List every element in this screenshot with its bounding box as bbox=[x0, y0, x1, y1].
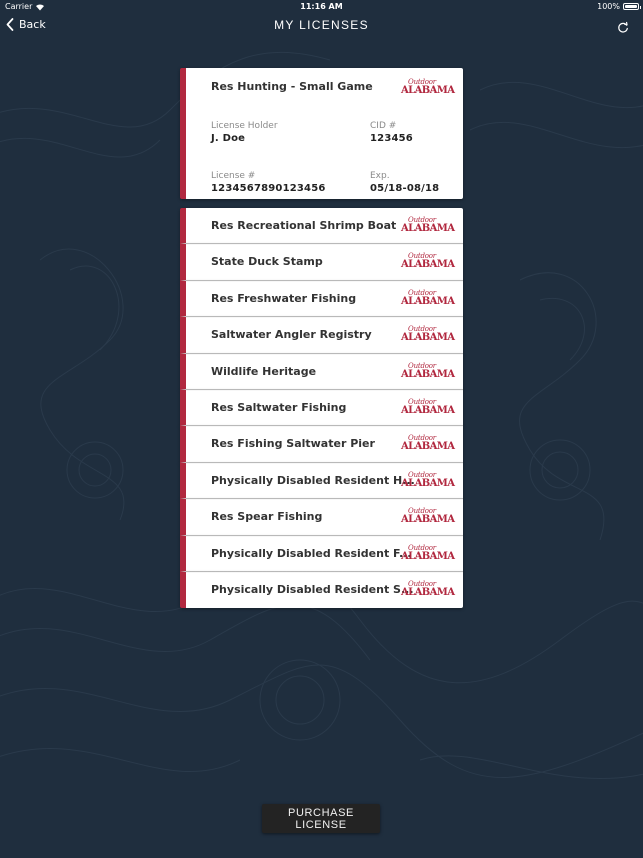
page-title: MY LICENSES bbox=[274, 18, 369, 32]
status-bar bbox=[0, 0, 643, 14]
outdoor-alabama-logo bbox=[401, 361, 455, 381]
logo-line-1: Outdoor bbox=[408, 78, 436, 86]
logo-line-1: Outdoor bbox=[408, 434, 436, 443]
logo-line-1: Outdoor bbox=[408, 397, 436, 406]
outdoor-alabama-logo bbox=[401, 434, 455, 453]
cid-label: CID # bbox=[370, 121, 397, 131]
outdoor-alabama-logo bbox=[401, 325, 455, 344]
logo-line-2: ALABAMA bbox=[401, 514, 455, 526]
outdoor-alabama-logo bbox=[401, 216, 455, 235]
outdoor-alabama-logo bbox=[401, 507, 455, 526]
outdoor-alabama-logo bbox=[401, 470, 455, 490]
license-row-name: Res Spear Fishing bbox=[211, 510, 323, 524]
status-time: 11:16 AM bbox=[300, 2, 343, 11]
license-holder-label: License Holder bbox=[211, 121, 278, 131]
logo-line-2: ALABAMA bbox=[401, 404, 455, 416]
logo-line-2: ALABAMA bbox=[401, 332, 455, 344]
logo-line-1: Outdoor bbox=[408, 507, 436, 516]
license-name: Res Hunting - Small Game bbox=[211, 80, 373, 93]
logo-line-2: ALABAMA bbox=[401, 441, 455, 453]
license-row[interactable] bbox=[180, 536, 463, 572]
license-number-value: 1234567890123456 bbox=[211, 183, 326, 194]
logo-line-2: ALABAMA bbox=[401, 550, 455, 562]
license-row[interactable] bbox=[180, 463, 463, 499]
license-row[interactable] bbox=[180, 426, 463, 462]
logo-line-2: ALABAMA bbox=[401, 85, 455, 96]
expiration-value: 05/18-08/18 bbox=[370, 183, 440, 194]
license-row-name: Saltwater Angler Registry bbox=[211, 328, 372, 342]
license-row[interactable] bbox=[180, 281, 463, 317]
outdoor-alabama-logo bbox=[401, 78, 455, 97]
battery-icon bbox=[623, 3, 639, 10]
logo-line-1: Outdoor bbox=[408, 252, 436, 261]
license-row[interactable] bbox=[180, 390, 463, 426]
outdoor-alabama-logo bbox=[401, 288, 455, 308]
license-row[interactable] bbox=[180, 499, 463, 535]
license-row-name: Wildlife Heritage bbox=[211, 364, 317, 378]
battery-percent: 100% bbox=[597, 2, 620, 11]
logo-line-2: ALABAMA bbox=[401, 586, 455, 598]
logo-line-1: Outdoor bbox=[408, 325, 436, 334]
license-row[interactable] bbox=[180, 354, 463, 390]
logo-line-1: Outdoor bbox=[408, 470, 436, 479]
license-list bbox=[180, 68, 463, 608]
license-row[interactable] bbox=[180, 572, 463, 608]
logo-line-1: Outdoor bbox=[408, 361, 436, 370]
license-row-name: Res Recreational Shrimp Boat bbox=[211, 219, 397, 232]
logo-line-1: Outdoor bbox=[408, 288, 436, 297]
back-label: Back bbox=[19, 18, 46, 31]
logo-line-1: Outdoor bbox=[408, 579, 436, 588]
featured-license-card[interactable] bbox=[180, 68, 463, 199]
license-row-name: Res Saltwater Fishing bbox=[211, 400, 347, 414]
license-row-name: Physically Disabled Resident F... bbox=[211, 546, 412, 560]
outdoor-alabama-logo bbox=[401, 543, 455, 563]
purchase-license-button[interactable]: PURCHASE LICENSE bbox=[262, 804, 380, 833]
cid-value: 123456 bbox=[370, 133, 413, 144]
license-row-name: Res Freshwater Fishing bbox=[211, 291, 357, 305]
logo-line-2: ALABAMA bbox=[401, 259, 455, 271]
outdoor-alabama-logo bbox=[401, 397, 455, 417]
outdoor-alabama-logo bbox=[401, 579, 455, 599]
license-number-label: License # bbox=[211, 171, 256, 181]
refresh-icon bbox=[617, 22, 629, 34]
license-row-name: Physically Disabled Resident H... bbox=[211, 473, 415, 487]
license-row[interactable] bbox=[180, 317, 463, 353]
license-row-name: State Duck Stamp bbox=[211, 255, 323, 269]
license-holder-value: J. Doe bbox=[211, 133, 246, 144]
license-row[interactable] bbox=[180, 244, 463, 280]
carrier-label: Carrier bbox=[5, 2, 33, 11]
license-row[interactable] bbox=[180, 208, 463, 244]
license-row-name: Res Fishing Saltwater Pier bbox=[211, 437, 375, 451]
navigation-bar bbox=[0, 14, 643, 40]
logo-line-2: ALABAMA bbox=[401, 477, 455, 489]
license-stack bbox=[180, 208, 463, 608]
battery-indicator bbox=[597, 2, 639, 11]
refresh-button[interactable] bbox=[617, 19, 629, 38]
logo-line-2: ALABAMA bbox=[401, 368, 455, 380]
outdoor-alabama-logo bbox=[401, 252, 455, 271]
logo-line-1: Outdoor bbox=[408, 216, 436, 224]
logo-line-1: Outdoor bbox=[408, 543, 436, 552]
expiration-label: Exp. bbox=[370, 171, 390, 181]
logo-line-2: ALABAMA bbox=[401, 223, 455, 234]
license-row-name: Physically Disabled Resident S... bbox=[211, 582, 414, 596]
logo-line-2: ALABAMA bbox=[401, 295, 455, 307]
